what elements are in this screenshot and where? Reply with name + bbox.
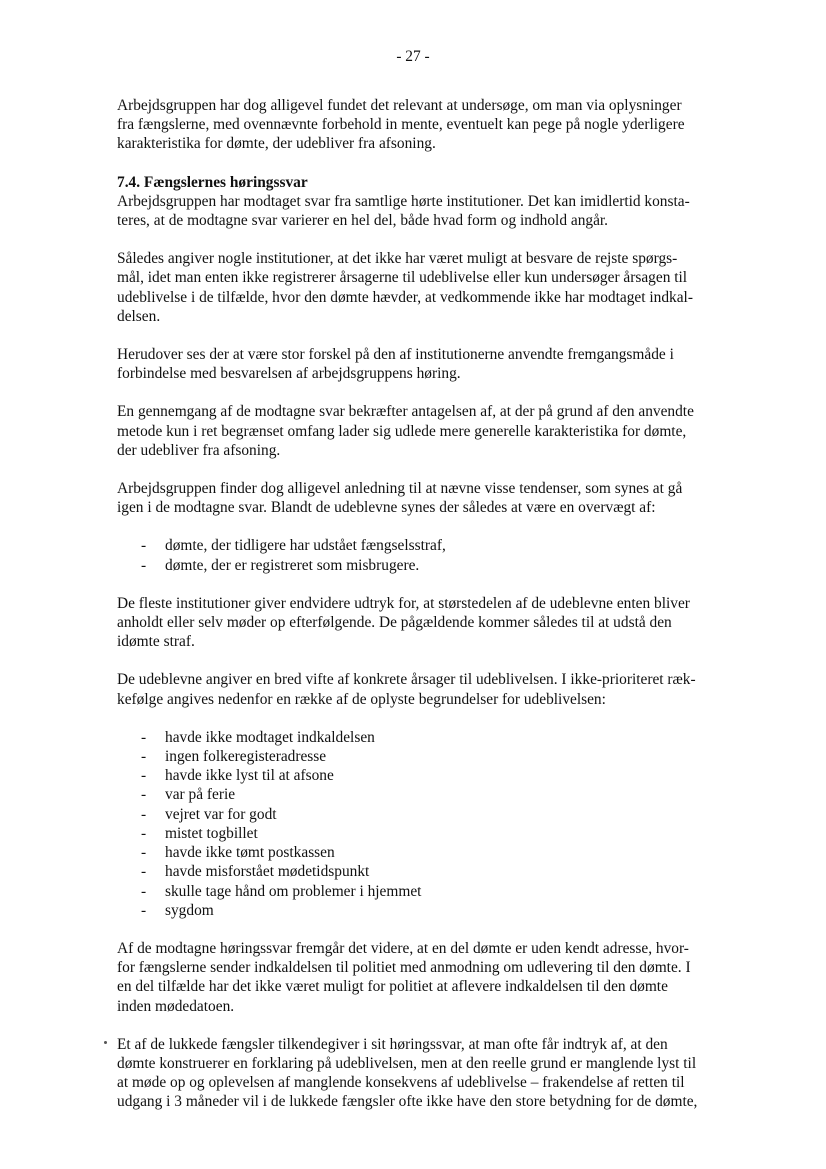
- dash-bullet: -: [141, 824, 147, 842]
- list-item-text: skulle tage hånd om problemer i hjemmet: [165, 882, 422, 900]
- paragraph-tendencies: [117, 479, 751, 517]
- reasons-list: [117, 728, 751, 920]
- text-line: Et af de lukkede fængsler tilkendegiver i sit høringssvar, at man ofte får indtryk af, at den: [117, 1035, 668, 1053]
- list-item: [117, 747, 751, 766]
- paragraph-closed-prisons: [117, 1035, 751, 1112]
- text-line: karakteristika for dømte, der udebliver fra afsoning.: [117, 135, 436, 153]
- list-item-text: havde misforstået mødetidspunkt: [165, 863, 370, 881]
- paragraph-most-institutions: [117, 594, 751, 652]
- overweight-list: [117, 536, 751, 574]
- text-line: delsen.: [117, 307, 161, 325]
- dash-bullet: -: [141, 882, 147, 900]
- text-line: kefølge angives nedenfor en række af de oplyste begrundelser for udeblivelsen:: [117, 690, 606, 708]
- paragraph-institutions: [117, 249, 751, 326]
- dash-bullet: -: [141, 805, 147, 823]
- text-line: De udeblevne angiver en bred vifte af konkrete årsager til udeblivelsen. I ikke-prioriteret ræk-: [117, 671, 696, 689]
- list-item: [117, 843, 751, 862]
- text-line: en del tilfælde har det ikke været muligt for politiet at aflevere indkaldelsen til den dømte: [117, 978, 668, 996]
- text-line: mål, idet man enten ikke registrerer årsagerne til udeblivelse eller kun undersøger årsagen til: [117, 269, 688, 287]
- text-line: der udebliver fra afsoning.: [117, 441, 281, 459]
- text-line: forbindelse med besvarelsen af arbejdsgruppens høring.: [117, 365, 461, 383]
- list-item: [117, 824, 751, 843]
- text-line: igen i de modtagne svar. Blandt de udeblevne synes der således at være en overvægt af:: [117, 499, 656, 517]
- text-line: udgang i 3 måneder vil i de lukkede fængsler ofte ikke have den store betydning for de dømte,: [117, 1093, 698, 1111]
- section-heading: 7.4. Fængslernes høringssvar: [117, 173, 308, 191]
- paragraph-difference: [117, 345, 751, 383]
- list-item: [117, 805, 751, 824]
- text-line: fra fængslerne, med ovennævnte forbehold in mente, eventuelt kan pege på nogle yderligere: [117, 116, 685, 134]
- list-item: [117, 862, 751, 881]
- dash-bullet: -: [141, 786, 147, 804]
- list-item: [117, 556, 751, 575]
- text-line: inden mødedatoen.: [117, 997, 235, 1015]
- text-line: metode kun i ret begrænset omfang lader sig udlede mere generelle karakteristika for dømte,: [117, 422, 687, 440]
- dash-bullet: -: [141, 863, 147, 881]
- text-line: Herudover ses der at være stor forskel på den af institutionerne anvendte fremgangsmåde i: [117, 346, 674, 364]
- scan-speck: [104, 1041, 107, 1044]
- text-line: De fleste institutioner giver endvidere udtryk for, at størstedelen af de udeblevne enten bliver: [117, 594, 690, 612]
- text-line: at møde op og oplevelsen af manglende konsekvens af udeblivelse – frakendelse af retten til: [117, 1074, 685, 1092]
- paragraph-review: [117, 402, 751, 460]
- dash-bullet: -: [141, 556, 147, 574]
- section-7-4: [117, 173, 751, 231]
- list-item-text: dømte, der tidligere har udstået fængselsstraf,: [165, 537, 446, 555]
- text-line: Arbejdsgruppen har modtaget svar fra samtlige hørte institutioner. Det kan imidlertid konsta-: [117, 192, 690, 210]
- text-line: Arbejdsgruppen finder dog alligevel anledning til at nævne visse tendenser, som synes at gå: [117, 480, 683, 498]
- text-line: En gennemgang af de modtagne svar bekræfter antagelsen af, at der på grund af den anvendte: [117, 403, 694, 421]
- paragraph-unknown-address: [117, 939, 751, 1016]
- list-item: [117, 728, 751, 747]
- text-line: udeblivelse i de tilfælde, hvor den dømte hævder, at vedkommende ikke har modtaget indkal-: [117, 288, 693, 306]
- list-item-text: ingen folkeregisteradresse: [165, 748, 327, 766]
- list-item: [117, 882, 751, 901]
- list-item: [117, 536, 751, 555]
- dash-bullet: -: [141, 901, 147, 919]
- text-line: teres, at de modtagne svar varierer en hel del, både hvad form og indhold angår.: [117, 212, 609, 230]
- list-item: [117, 785, 751, 804]
- text-line: idømte straf.: [117, 633, 195, 651]
- dash-bullet: -: [141, 728, 147, 746]
- list-item-text: var på ferie: [165, 786, 236, 804]
- text-line: Således angiver nogle institutioner, at det ikke har været muligt at besvare de rejste spørgs-: [117, 250, 678, 268]
- document-body: [117, 96, 751, 1131]
- text-line: anholdt eller selv møder op efterfølgende. De pågældende kommer således til at udstå den: [117, 614, 672, 632]
- text-line: Af de modtagne høringssvar fremgår det videre, at en del dømte er uden kendt adresse, hvor-: [117, 939, 689, 957]
- list-item-text: havde ikke tømt postkassen: [165, 844, 335, 862]
- list-item-text: havde ikke modtaget indkaldelsen: [165, 728, 375, 746]
- list-item: [117, 766, 751, 785]
- list-item: [117, 901, 751, 920]
- dash-bullet: -: [141, 844, 147, 862]
- text-line: dømte konstruerer en forklaring på udeblivelsen, men at den reelle grund er manglende lyst til: [117, 1054, 697, 1072]
- text-line: for fængslerne sender indkaldelsen til politiet med anmodning om udlevering til den dømte. I: [117, 959, 691, 977]
- page-number: - 27 -: [396, 48, 430, 65]
- list-item-text: sygdom: [165, 901, 214, 919]
- list-item-text: havde ikke lyst til at afsone: [165, 767, 334, 785]
- dash-bullet: -: [141, 767, 147, 785]
- dash-bullet: -: [141, 537, 147, 555]
- list-item-text: vejret var for godt: [165, 805, 277, 823]
- paragraph-intro: [117, 96, 751, 154]
- list-item-text: mistet togbillet: [165, 824, 258, 842]
- text-line: Arbejdsgruppen har dog alligevel fundet det relevant at undersøge, om man via oplysninger: [117, 97, 682, 114]
- dash-bullet: -: [141, 748, 147, 766]
- list-item-text: dømte, der er registreret som misbrugere.: [165, 556, 420, 574]
- paragraph-reasons-intro: [117, 670, 751, 708]
